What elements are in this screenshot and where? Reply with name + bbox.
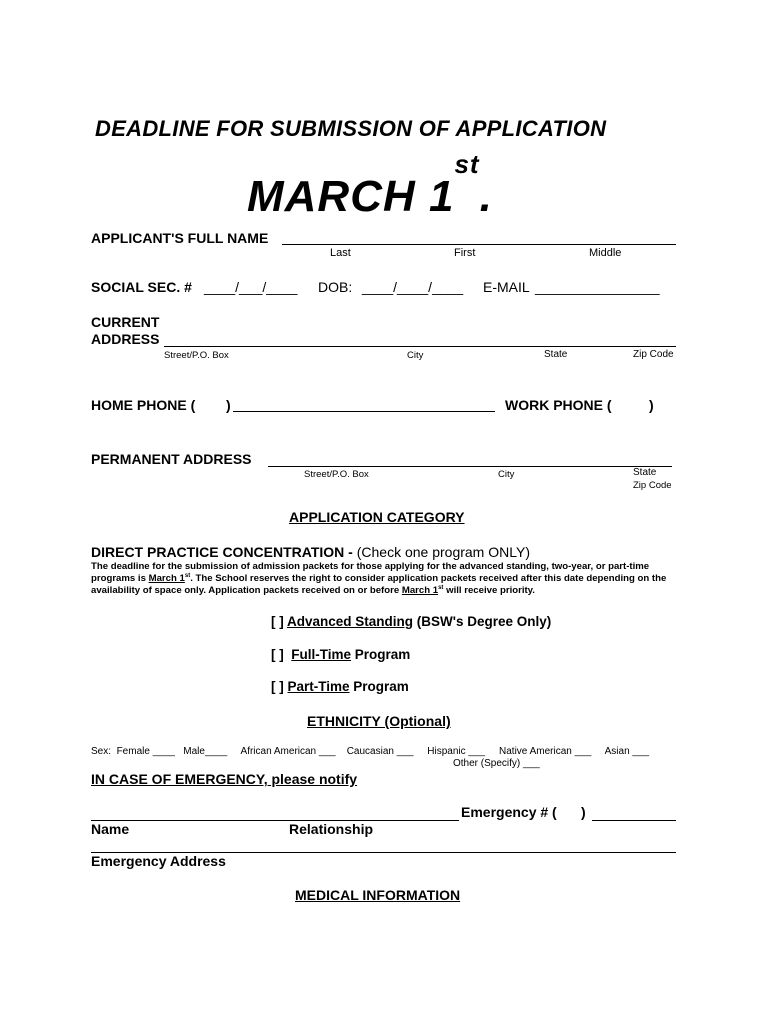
ethnicity-options-row[interactable]: Sex: Female ____ Male____ African American ___ Caucasian ___ Hispanic ___ Native American ___ Asian ___ [91,746,650,757]
emergency-name-line [91,820,459,821]
middle-name-caption: Middle [589,247,622,259]
work-phone-label: WORK PHONE ( [505,397,612,413]
option-full-time-rest: Program [351,647,411,662]
checkbox-part-time[interactable]: [ ] [271,679,284,694]
perm-zip-caption: Zip Code [633,480,672,491]
deadline-date-main: MARCH 1 [247,172,455,221]
full-name-input[interactable] [284,228,674,244]
perm-street-caption: Street/P.O. Box [304,469,369,480]
ssn-field[interactable]: ____/___/____ [204,279,298,295]
direct-practice-note: (Check one program ONLY) [356,544,530,560]
home-phone-label: HOME PHONE ( [91,397,196,413]
direct-practice-label: DIRECT PRACTICE CONCENTRATION - [91,544,357,560]
full-name-label: APPLICANT'S FULL NAME [91,230,269,246]
application-category-heading: APPLICATION CATEGORY [289,509,465,525]
permanent-address-label: PERMANENT ADDRESS [91,451,252,467]
para-part-3: will receive priority. [443,585,535,596]
option-part-time-rest: Program [349,679,409,694]
email-field[interactable]: ________________ [535,279,660,295]
emergency-number-line [592,820,676,821]
ethnicity-heading: ETHNICITY (Optional) [307,713,451,729]
option-advanced-standing[interactable] [271,614,551,629]
last-name-caption: Last [330,247,351,259]
emergency-number-label: Emergency # ( [461,804,557,820]
home-phone-line [233,411,495,412]
emergency-name-caption: Name [91,821,130,837]
para-march-1: March 1 [148,573,185,584]
para-part-1: The deadline for the submission of admission packets for those applying for the advanced standing, two-year, or part-time programs is [91,561,650,584]
option-advanced-standing-name: Advanced Standing [287,614,414,629]
emergency-address-caption: Emergency Address [91,853,226,869]
work-phone-close: ) [649,397,654,413]
deadline-date [247,149,493,222]
option-advanced-standing-rest: (BSW's Degree Only) [413,614,552,629]
ssn-label: SOCIAL SEC. # [91,279,192,295]
state-caption: State [544,349,568,360]
para-part-2: . The School reserves the right to consider application packets received after this date depending on the availability of space only. Application packets received on or before [91,573,667,596]
home-phone-input[interactable] [235,395,493,411]
medical-information-heading: MEDICAL INFORMATION [295,887,461,903]
full-name-line [282,244,676,245]
checkbox-advanced-standing[interactable]: [ ] [271,614,284,629]
email-label: E-MAIL [483,279,530,295]
current-address-label-1: CURRENT [91,314,160,330]
home-phone-close: ) [226,397,231,413]
option-full-time-name: Full-Time [291,647,352,662]
para-sup-1: st [184,572,191,579]
emergency-address-input[interactable] [93,836,674,852]
deadline-title: DEADLINE FOR SUBMISSION OF APPLICATION [95,116,607,141]
ethnicity-other-row[interactable]: Other (Specify) ___ [453,758,540,769]
permanent-address-line [268,466,672,467]
emergency-heading: IN CASE OF EMERGENCY, please notify [91,771,358,787]
dob-label: DOB: [318,279,353,295]
para-sup-2: st [438,584,444,591]
deadline-paragraph [91,561,687,597]
emergency-number-close: ) [581,804,586,820]
deadline-date-end: . [479,172,493,221]
permanent-address-input[interactable] [270,450,670,466]
emergency-number-input[interactable] [594,804,674,820]
city-caption: City [407,350,424,361]
emergency-name-input[interactable] [93,804,457,820]
emergency-relationship-caption: Relationship [289,821,374,837]
dob-field[interactable]: ____/____/____ [362,279,464,295]
first-name-caption: First [454,247,476,259]
zip-caption: Zip Code [633,349,674,360]
direct-practice-line [91,544,530,560]
current-address-label-2: ADDRESS [91,331,160,347]
current-address-line [164,346,676,347]
perm-city-caption: City [498,469,515,480]
para-march-2: March 1 [401,585,439,596]
option-part-time-name: Part-Time [287,679,350,694]
perm-state-caption: State [633,467,657,478]
deadline-date-suffix: st [454,149,480,179]
current-address-input[interactable] [166,330,674,346]
checkbox-full-time[interactable]: [ ] [271,647,284,662]
street-caption: Street/P.O. Box [164,350,229,361]
option-full-time[interactable] [271,647,410,662]
option-part-time[interactable] [271,679,409,694]
